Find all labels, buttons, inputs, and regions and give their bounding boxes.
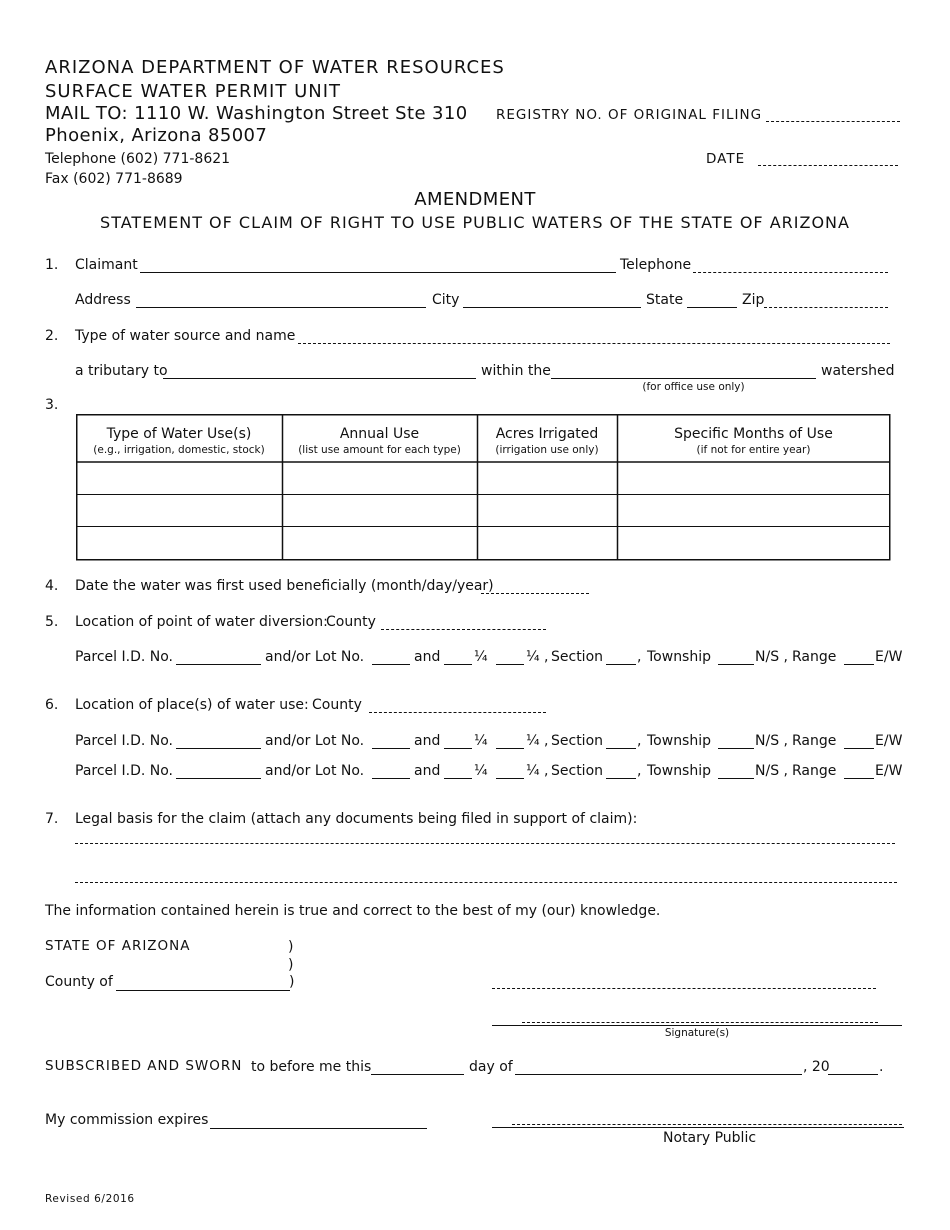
watershed-field[interactable] [551, 378, 816, 379]
date-label: DATE [706, 151, 746, 167]
water-source-label: Type of water source and name [75, 328, 296, 344]
table-cell-input[interactable] [284, 496, 475, 525]
state-label: STATE OF ARIZONA [45, 938, 191, 954]
city-label: City [432, 292, 460, 308]
parcel-label: Parcel I.D. No. [75, 763, 173, 779]
notary-dash [512, 1124, 902, 1125]
quarter-field[interactable] [444, 778, 472, 779]
day-of-label: day of [469, 1059, 513, 1075]
county-of-label: County of [45, 974, 113, 990]
parcel-id-field[interactable] [176, 664, 261, 665]
use-county-field[interactable] [369, 712, 546, 713]
lot-label: and/or Lot No. [265, 649, 365, 665]
ew-label: E/W [875, 763, 903, 779]
item-number: 3. [45, 397, 59, 413]
form-subtitle: STATEMENT OF CLAIM OF RIGHT TO USE PUBLIC WATERS OF THE STATE OF ARIZONA [100, 213, 850, 232]
item-number: 4. [45, 578, 59, 594]
notary-caption: Notary Public [663, 1130, 757, 1146]
month-field[interactable] [515, 1074, 802, 1075]
sworn-label: SUBSCRIBED AND SWORN [45, 1058, 243, 1074]
parcel-label: Parcel I.D. No. [75, 733, 173, 749]
column-title: Specific Months of Use [674, 426, 833, 442]
quarter-symbol: ¼ , [526, 649, 549, 665]
table-cell-input[interactable] [284, 464, 475, 493]
telephone-number: Telephone (602) 771-8621 [45, 151, 231, 167]
parcel-id-field[interactable] [176, 778, 261, 779]
quarter-symbol: ¼ [474, 763, 488, 779]
water-source-field[interactable] [298, 343, 890, 344]
lot-label: and/or Lot No. [265, 733, 365, 749]
claimant-label: Claimant [75, 257, 138, 273]
quarter-symbol: ¼ [474, 649, 488, 665]
state-field[interactable] [687, 307, 737, 308]
attestation-text: The information contained herein is true and correct to the best of my (our) knowledge. [45, 903, 661, 919]
tributary-label: a tributary to [75, 363, 168, 379]
table-cell-input[interactable] [619, 496, 888, 525]
water-use-table [76, 414, 890, 560]
legal-basis-label: Legal basis for the claim (attach any documents being filed in support of claim): [75, 811, 638, 827]
township-label: Township [647, 763, 712, 779]
parcel-id-field[interactable] [176, 748, 261, 749]
signature-field[interactable] [492, 1025, 902, 1026]
quarter-field[interactable] [496, 664, 524, 665]
table-cell-input[interactable] [479, 496, 615, 525]
column-note: (list use amount for each type) [298, 444, 461, 456]
mail-address: MAIL TO: 1110 W. Washington Street Ste 310 [45, 103, 468, 124]
and-label: and [414, 763, 441, 779]
sworn-text: to before me this [251, 1059, 372, 1075]
ew-label: E/W [875, 649, 903, 665]
ew-label: E/W [875, 733, 903, 749]
comma: , [637, 649, 642, 665]
notary-signature-field[interactable] [492, 1127, 904, 1128]
quarter-field[interactable] [444, 748, 472, 749]
parcel-label: Parcel I.D. No. [75, 649, 173, 665]
lot-field[interactable] [372, 664, 410, 665]
township-field[interactable] [718, 664, 754, 665]
column-header [76, 426, 282, 456]
first-use-label: Date the water was first used beneficially (month/day/year) [75, 578, 494, 594]
item-number: 1. [45, 257, 59, 273]
quarter-symbol: ¼ [474, 733, 488, 749]
year-prefix: , 20 [803, 1059, 830, 1075]
comma: , [637, 733, 642, 749]
day-field[interactable] [371, 1074, 464, 1075]
city-field[interactable] [463, 307, 641, 308]
section-label: Section [551, 649, 604, 665]
period: . [879, 1059, 884, 1075]
fax-number: Fax (602) 771-8689 [45, 171, 183, 187]
section-label: Section [551, 733, 604, 749]
commission-field[interactable] [210, 1128, 427, 1129]
address-field[interactable] [136, 307, 426, 308]
quarter-symbol: ¼ , [526, 733, 549, 749]
ns-label: N/S , [755, 733, 788, 749]
date-field[interactable] [758, 165, 898, 166]
table-cell-input[interactable] [78, 528, 280, 558]
section-field[interactable] [606, 778, 636, 779]
range-field[interactable] [844, 778, 874, 779]
lot-field[interactable] [372, 748, 410, 749]
table-cell-input[interactable] [479, 464, 615, 493]
range-field[interactable] [844, 664, 874, 665]
lot-label: and/or Lot No. [265, 763, 365, 779]
quarter-symbol: ¼ , [526, 763, 549, 779]
item-number: 5. [45, 614, 59, 630]
bracket: ) [288, 957, 294, 973]
column-header [282, 426, 477, 456]
township-field[interactable] [718, 748, 754, 749]
year-field[interactable] [828, 1074, 878, 1075]
column-note: (if not for entire year) [696, 444, 811, 456]
department-name: ARIZONA DEPARTMENT OF WATER RESOURCES [45, 57, 505, 78]
range-label: Range [792, 649, 837, 665]
legal-basis-field[interactable] [75, 882, 897, 883]
within-label: within the [481, 363, 551, 379]
column-title: Annual Use [339, 426, 420, 442]
range-field[interactable] [844, 748, 874, 749]
lot-field[interactable] [372, 778, 410, 779]
address-label: Address [75, 292, 131, 308]
tributary-field[interactable] [163, 378, 476, 379]
county-label: County [312, 697, 362, 713]
item-number: 2. [45, 328, 59, 344]
telephone-field[interactable] [693, 272, 888, 273]
signature-field[interactable] [492, 988, 876, 989]
range-label: Range [792, 763, 837, 779]
column-note: (irrigation use only) [495, 444, 599, 456]
state-label: State [646, 292, 684, 308]
office-use-note: (for office use only) [642, 381, 745, 393]
item-number: 6. [45, 697, 59, 713]
range-label: Range [792, 733, 837, 749]
bracket: ) [288, 939, 294, 955]
table-cell-input[interactable] [78, 496, 280, 525]
quarter-field[interactable] [496, 778, 524, 779]
ns-label: N/S , [755, 649, 788, 665]
form-title: AMENDMENT [414, 189, 536, 210]
section-field[interactable] [606, 748, 636, 749]
commission-label: My commission expires [45, 1112, 209, 1128]
section-label: Section [551, 763, 604, 779]
registry-field[interactable] [766, 121, 900, 122]
quarter-field[interactable] [444, 664, 472, 665]
table-cell-input[interactable] [479, 528, 615, 558]
section-field[interactable] [606, 664, 636, 665]
county-label: County [326, 614, 376, 630]
city-address: Phoenix, Arizona 85007 [45, 125, 268, 146]
table-cell-input[interactable] [284, 528, 475, 558]
table-cell-input[interactable] [619, 464, 888, 493]
zip-label: Zip [742, 292, 765, 308]
table-cell-input[interactable] [619, 528, 888, 558]
bracket: ) [289, 974, 295, 990]
use-location-label: Location of place(s) of water use: [75, 697, 309, 713]
signature-dash [522, 1022, 878, 1023]
column-header [477, 426, 617, 456]
column-title: Acres Irrigated [495, 426, 599, 442]
township-field[interactable] [718, 778, 754, 779]
signature-caption: Signature(s) [664, 1027, 730, 1039]
claimant-field[interactable] [140, 272, 616, 273]
column-note: (e.g., irrigation, domestic, stock) [93, 444, 265, 456]
table-cell-input[interactable] [78, 464, 280, 493]
and-label: and [414, 649, 441, 665]
item-number: 7. [45, 811, 59, 827]
township-label: Township [647, 733, 712, 749]
column-title: Type of Water Use(s) [106, 426, 252, 442]
legal-basis-field[interactable] [75, 843, 895, 844]
diversion-location-label: Location of point of water diversion: [75, 614, 328, 630]
registry-label: REGISTRY NO. OF ORIGINAL FILING [496, 107, 763, 123]
watershed-label: watershed [821, 363, 895, 379]
unit-name: SURFACE WATER PERMIT UNIT [45, 81, 342, 102]
county-of-field[interactable] [116, 990, 290, 991]
comma: , [637, 763, 642, 779]
diversion-county-field[interactable] [381, 629, 546, 630]
first-use-date-field[interactable] [481, 593, 589, 594]
column-header [617, 426, 890, 456]
quarter-field[interactable] [496, 748, 524, 749]
and-label: and [414, 733, 441, 749]
ns-label: N/S , [755, 763, 788, 779]
township-label: Township [647, 649, 712, 665]
telephone-label: Telephone [620, 257, 692, 273]
revision-date: Revised 6/2016 [45, 1193, 135, 1205]
zip-field[interactable] [764, 307, 888, 308]
